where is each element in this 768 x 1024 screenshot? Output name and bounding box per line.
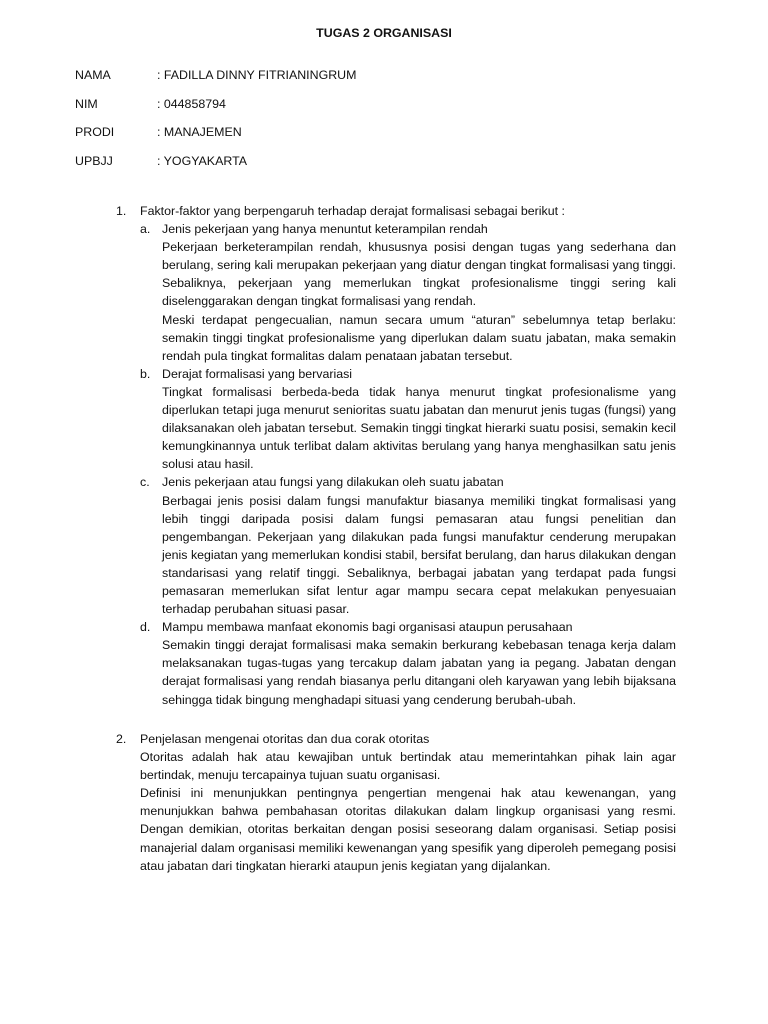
subsection-letter: a. xyxy=(140,222,151,237)
info-label: NIM xyxy=(75,96,98,111)
info-row-nim xyxy=(75,95,356,124)
paragraph: Tingkat formalisasi berbeda-beda tidak hanya menurut tingkat profesionalisme yang diperlukan tetapi juga menurut senioritas suatu jabatan dan menurut jenis tugas (fungsi) yang dilaksanakan oleh jabatan tersebut. Semakin tinggi tingkat hierarki suatu posisi, semakin kecil kemungkinannya untuk terlibat dalam aktivitas berulang yang hanya menghasilkan satu jenis solusi atau hasil. xyxy=(162,384,676,472)
subsection-a xyxy=(140,220,676,365)
paragraph: Pekerjaan berketerampilan rendah, khususnya posisi dengan tugas yang sederhana dan berulang, sering kali merupakan pekerjaan yang diatur dengan tingkat formalisasi yang tinggi. Sebaliknya, pekerjaan yang memerlukan tingkat profesionalisme tinggi sering kali diselenggarakan dengan tingkat formalisasi yang rendah. xyxy=(162,240,676,309)
info-label: NAMA xyxy=(75,68,111,82)
info-row-upbjj xyxy=(75,152,356,181)
paragraph: Berbagai jenis posisi dalam fungsi manufaktur biasanya memiliki tingkat formalisasi yang lebih tinggi daripada posisi dalam fungsi pemasaran atau fungsi penelitian dan pengembangan. Pekerjaan yang dilakukan pada fungsi manufaktur cenderung merupakan jenis kegiatan yang memerlukan kondisi stabil, bersifat berulang, dan harus dilakukan dengan standarisasi yang relatif tinggi. Sebaliknya, berbagai jabatan yang terdapat pada fungsi pemasaran memerlukan sifat lentur agar mampu secara cepat melakukan penyesuaian terhadap perubahan situasi pasar. xyxy=(162,493,676,617)
paragraph: Semakin tinggi derajat formalisasi maka semakin berkurang kebebasan tenaga kerja dalam melaksanakan tugas-tugas yang tercakup dalam jabatan yang ia pegang. Jabatan dengan derajat formalisasi yang rendah biasanya perlu ditangani oleh karyawan yang lebih bijaksana sehingga tidak bingung menghadapi situasi yang cenderung berubah-ubah. xyxy=(162,638,676,707)
subsection-b xyxy=(140,365,676,474)
subsection-heading: Jenis pekerjaan yang hanya menuntut keterampilan rendah xyxy=(162,222,488,237)
paragraph: Meski terdapat pengecualian, namun secara umum “aturan” sebelumnya tetap berlaku: semakin tinggi tingkat profesionalisme yang diperlukan dalam suatu jabatan, maka semakin rendah pula tingkat formalitas dalam penataan jabatan tersebut. xyxy=(162,312,676,363)
info-row-nama xyxy=(75,66,356,95)
section-heading: Faktor-faktor yang berpengaruh terhadap derajat formalisasi sebagai berikut : xyxy=(140,204,565,218)
subsection-heading: Derajat formalisasi yang bervariasi xyxy=(162,366,353,381)
subsection-heading: Mampu membawa manfaat ekonomis bagi organisasi ataupun perusahaan xyxy=(162,620,573,635)
info-value: : MANAJEMEN xyxy=(157,125,242,139)
paragraph: Definisi ini menunjukkan pentingnya pengertian mengenai hak atau kewenangan, yang menunjukkan bahwa pembahasan otoritas dilakukan dalam lingkup organisasi yang resmi. Dengan demikian, otoritas berkaitan dengan posisi seseorang dalam organisasi. Setiap posisi manajerial dalam organisasi memiliki kewenangan yang spesifik yang diperoleh pemegang posisi atau jabatan dari tingkatan hierarki ataupun jenis kegiatan yang dijalankan. xyxy=(140,786,676,873)
subsection-c xyxy=(140,473,676,618)
subsection-letter: b. xyxy=(140,366,151,381)
info-label: UPBJJ xyxy=(75,153,113,168)
info-value: : YOGYAKARTA xyxy=(157,153,247,168)
document-title: TUGAS 2 ORGANISASI xyxy=(316,26,452,40)
section-number: 2. xyxy=(116,732,127,746)
subsection-letter: c. xyxy=(140,475,150,490)
paragraph: Otoritas adalah hak atau kewajiban untuk bertindak atau memerintahkan pihak lain agar bertindak, menuju tercapainya tujuan suatu organisasi. xyxy=(140,750,676,783)
info-label: PRODI xyxy=(75,125,115,139)
info-value: : FADILLA DINNY FITRIANINGRUM xyxy=(157,68,357,82)
info-value: : 044858794 xyxy=(157,96,226,111)
student-info xyxy=(75,66,356,180)
subsection-letter: d. xyxy=(140,620,151,635)
section-1 xyxy=(116,202,676,709)
section-number: 1. xyxy=(116,204,127,218)
section-heading: Penjelasan mengenai otoritas dan dua corak otoritas xyxy=(140,732,430,746)
section-2 xyxy=(116,730,676,875)
subsection-d xyxy=(140,618,676,708)
info-row-prodi xyxy=(75,123,356,152)
subsection-heading: Jenis pekerjaan atau fungsi yang dilakukan oleh suatu jabatan xyxy=(162,475,504,490)
